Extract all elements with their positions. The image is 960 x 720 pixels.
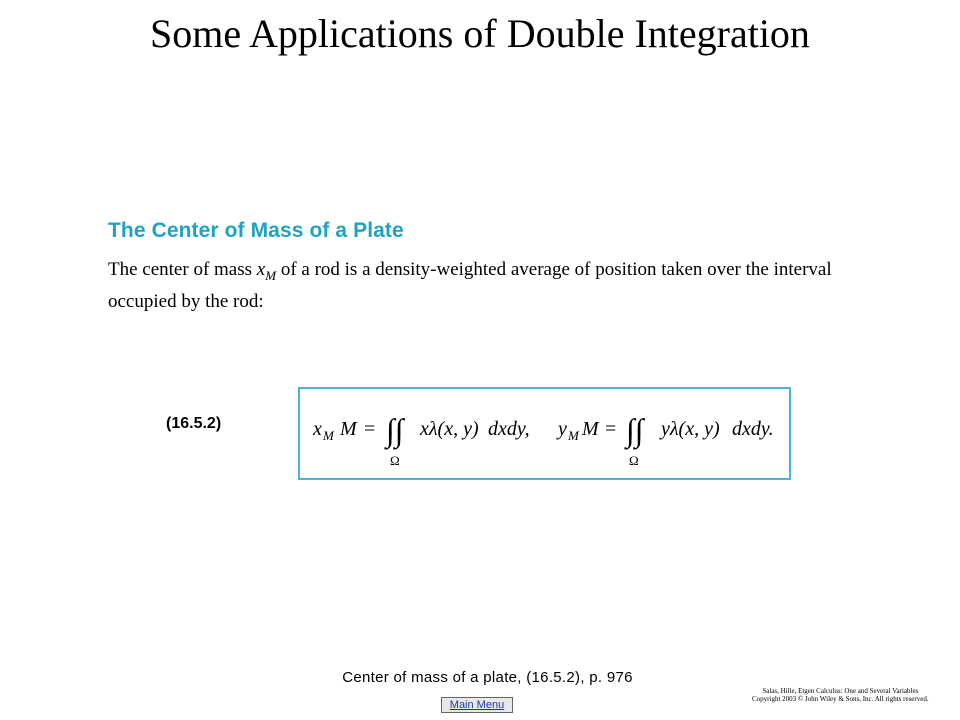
integrand-2: yλ(x, y) [661, 418, 720, 440]
double-integral-1: ∫∫ [386, 412, 404, 448]
domain-omega-1: Ω [390, 453, 400, 468]
center-of-mass-symbol: $x_M$ [256, 259, 277, 283]
main-menu-button[interactable]: Main Menu [441, 697, 513, 713]
body-text-end: of a rod is a density-weighted average of position taken over the interval occupied by the rod: [108, 259, 832, 312]
equation-number: (16.5.2) [166, 415, 222, 432]
differential-1: dxdy, [488, 418, 530, 440]
formula-svg [300, 389, 793, 482]
credit-line-1: Salas, Hille, Etgen Calculus: One and Several Variables [762, 687, 919, 695]
slide-title: Some Applications of Double Integration [150, 11, 810, 56]
differential-2: dxdy. [732, 418, 774, 440]
mass-symbol-2: M [582, 418, 599, 440]
equals-2: = [605, 418, 617, 440]
formula-box [298, 387, 791, 480]
credit-line-2: Copyright 2003 © John Wiley & Sons, Inc. All rights reserved. [752, 695, 929, 703]
body-text-start: The center of mass [108, 259, 257, 280]
integrand-1: xλ(x, y) [420, 418, 479, 440]
lhs-x-subscript: M [323, 428, 334, 443]
lhs-y-subscript: M [568, 428, 579, 443]
copyright-credit [752, 687, 929, 703]
domain-omega-2: Ω [629, 453, 639, 468]
equals-1: = [364, 418, 376, 440]
lhs-x: x [313, 418, 322, 440]
section-heading: The Center of Mass of a Plate [108, 219, 404, 242]
slide-caption: Center of mass of a plate, (16.5.2), p. 976 [342, 669, 633, 686]
double-integral-2: ∫∫ [626, 412, 644, 448]
lhs-y: y [558, 418, 567, 440]
mass-symbol-1: M [340, 418, 357, 440]
body-paragraph [108, 257, 868, 315]
